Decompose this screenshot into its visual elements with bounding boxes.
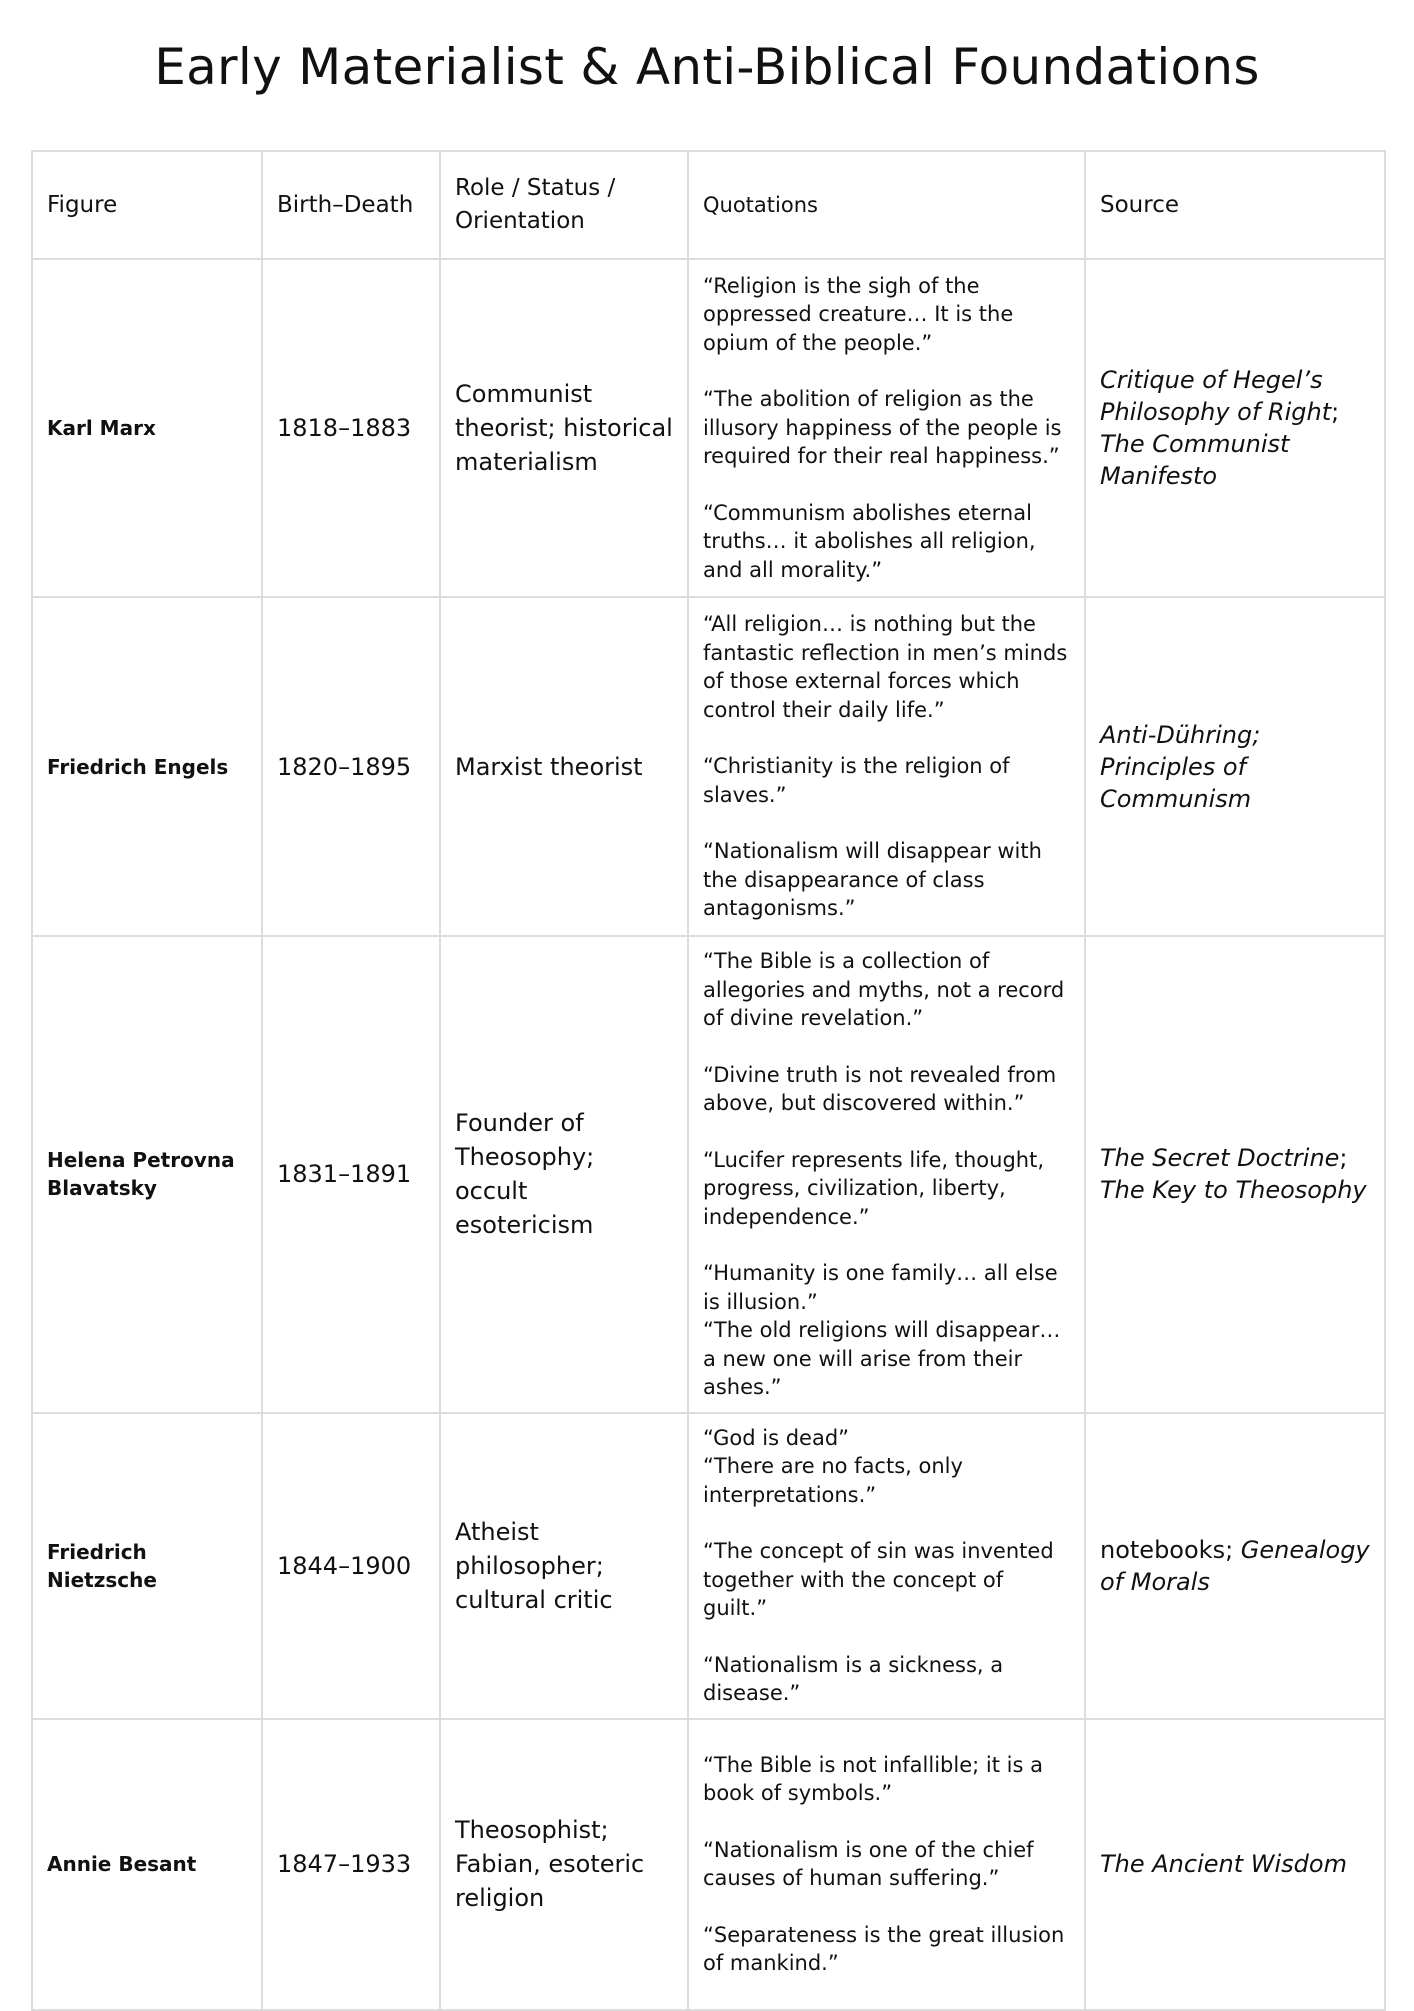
quote: “The Bible is a collection of allegories and myths, not a record of divine revelation.”	[703, 949, 1065, 1030]
role: Communist theorist; historical materialism	[440, 259, 688, 597]
page-title: Early Materialist & Anti-Biblical Foundations	[154, 38, 1260, 96]
header-birth-death: Birth–Death	[262, 151, 440, 259]
role: Atheist philosopher; cultural critic	[440, 1413, 688, 1719]
source-title: The Ancient Wisdom	[1100, 1850, 1347, 1878]
quote: “Humanity is one family… all else is illusion.”	[703, 1261, 1058, 1314]
table-row	[32, 259, 1385, 597]
quote: “The abolition of religion as the illusory happiness of the people is required for their real happiness.”	[703, 387, 1062, 469]
source-separator: ;	[1339, 1144, 1348, 1173]
source	[1085, 1413, 1385, 1719]
source-title: Critique of Hegel’s Philosophy of Right	[1100, 366, 1332, 426]
table-row	[32, 936, 1385, 1413]
quote: “The concept of sin was invented together with the concept of guilt.”	[703, 1539, 1054, 1620]
quote: “Christianity is the religion of slaves.”	[703, 754, 1010, 807]
source-title: The Communist Manifesto	[1100, 430, 1290, 490]
header-figure: Figure	[32, 151, 262, 259]
table-row	[32, 1719, 1385, 2010]
quotations	[688, 1413, 1085, 1719]
quote: “Lucifer represents life, thought, progress, civilization, liberty, independence.”	[703, 1147, 1044, 1229]
source-prefix: notebooks;	[1100, 1535, 1241, 1564]
role: Marxist theorist	[440, 597, 688, 936]
birth-death: 1831–1891	[262, 936, 440, 1413]
table-row	[32, 1413, 1385, 1719]
header-role: Role / Status / Orientation	[440, 151, 688, 259]
quote: “The old religions will disappear… a new one will arise from their ashes.”	[703, 1318, 1061, 1399]
header-source: Source	[1085, 151, 1385, 259]
quotations	[688, 259, 1085, 597]
source-title: Anti-Dühring; Principles of Communism	[1100, 720, 1261, 813]
header-quotations: Quotations	[688, 151, 1085, 259]
quote: “Separateness is the great illusion of mankind.”	[703, 1922, 1065, 1975]
quote: “All religion… is nothing but the fantastic reflection in men’s minds of those external forces which control their daily life.”	[703, 612, 1068, 722]
quote: “Divine truth is not revealed from above, but discovered within.”	[703, 1062, 1057, 1115]
source	[1085, 597, 1385, 936]
table-header-row	[32, 151, 1385, 259]
quotations	[688, 1719, 1085, 2010]
quote: “Religion is the sigh of the oppressed creature… It is the opium of the people.”	[703, 273, 1014, 355]
figure-name: Friedrich Engels	[32, 597, 262, 936]
birth-death: 1847–1933	[262, 1719, 440, 2010]
table-row	[32, 597, 1385, 936]
quote: “Nationalism is one of the chief causes of human suffering.”	[703, 1837, 1034, 1890]
quote: “God is dead”	[703, 1425, 850, 1450]
figure-name: Helena Petrovna Blavatsky	[32, 936, 262, 1413]
source	[1085, 1719, 1385, 2010]
birth-death: 1818–1883	[262, 259, 440, 597]
source-title: The Key to Theosophy	[1100, 1176, 1367, 1205]
quote: “Communism abolishes eternal truths… it abolishes all religion, and all morality.”	[703, 500, 1036, 582]
quotations	[688, 597, 1085, 936]
role: Founder of Theosophy; occult esotericism	[440, 936, 688, 1413]
quote: “The Bible is not infallible; it is a book of symbols.”	[703, 1752, 1043, 1805]
figure-name: Karl Marx	[32, 259, 262, 597]
figure-name: Annie Besant	[32, 1719, 262, 2010]
quote: “There are no facts, only interpretations.”	[703, 1454, 963, 1507]
source-title: Genealogy of Morals	[1100, 1535, 1370, 1596]
birth-death: 1820–1895	[262, 597, 440, 936]
role: Theosophist; Fabian, esoteric religion	[440, 1719, 688, 2010]
quotations	[688, 936, 1085, 1413]
figures-table	[31, 150, 1386, 2011]
source	[1085, 936, 1385, 1413]
figure-name: Friedrich Nietzsche	[32, 1413, 262, 1719]
source-title: The Secret Doctrine	[1100, 1144, 1340, 1173]
birth-death: 1844–1900	[262, 1413, 440, 1719]
quote: “Nationalism is a sickness, a disease.”	[703, 1652, 1004, 1705]
source-separator: ;	[1331, 398, 1340, 426]
quote: “Nationalism will disappear with the disappearance of class antagonisms.”	[703, 839, 1042, 921]
source	[1085, 259, 1385, 597]
